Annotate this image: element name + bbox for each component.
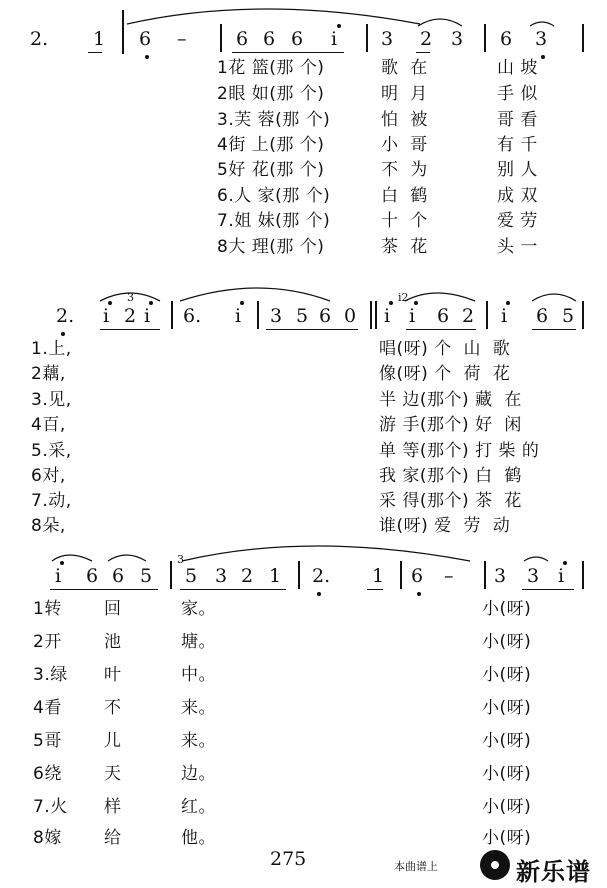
note: 6	[236, 28, 249, 50]
lyric-syllable: 来。	[181, 698, 216, 718]
note: 5	[185, 565, 198, 587]
barline	[484, 24, 486, 52]
note: i	[558, 565, 565, 587]
source-credit: 本曲谱上	[394, 860, 438, 873]
note: i	[103, 305, 110, 327]
lyric-col-b: 怕 被	[381, 110, 428, 130]
grace-note: 3	[177, 553, 184, 566]
underline	[100, 329, 160, 330]
note: 3	[270, 305, 283, 327]
barline	[582, 301, 584, 329]
lyric-start: 6对,	[31, 466, 66, 486]
lyric-syllable: 他。	[181, 828, 216, 848]
note: 2.	[312, 565, 331, 587]
lyric-col-b: 小 哥	[381, 135, 428, 155]
lyric-syllable: 1转	[33, 599, 62, 619]
lyric-col-a: 1花 篮(那 个)	[217, 58, 325, 78]
note: 2.	[56, 305, 75, 327]
lyric-col-c: 山 坡	[497, 58, 538, 78]
lyric-end: 游 手(那个) 好 闲	[379, 415, 522, 435]
underline	[522, 589, 574, 590]
lyric-start: 8朵,	[31, 516, 66, 536]
lyric-col-b: 不 为	[381, 160, 428, 180]
lyric-col-b: 白 鹤	[381, 186, 428, 206]
barline	[170, 561, 172, 589]
octave-dot	[61, 332, 65, 336]
note: 2	[420, 28, 433, 50]
octave-dot	[417, 592, 421, 596]
note: 5	[562, 305, 575, 327]
grace-note: i2	[398, 291, 409, 304]
barline	[582, 561, 584, 589]
octave-dot	[149, 301, 153, 305]
barline	[486, 301, 488, 329]
lyric-syllable: 小(呀)	[482, 764, 532, 784]
lyric-syllable: 来。	[181, 731, 216, 751]
note: 6	[86, 565, 99, 587]
lyric-end: 采 得(那个) 茶 花	[379, 491, 522, 511]
note: 3	[494, 565, 507, 587]
note: 6	[500, 28, 513, 50]
barline	[257, 301, 259, 329]
lyric-col-c: 有 千	[497, 135, 538, 155]
barline	[298, 561, 300, 589]
lyric-syllable: 8嫁	[33, 828, 62, 848]
note: 1	[269, 565, 282, 587]
barline	[220, 24, 222, 52]
octave-dot	[60, 561, 64, 565]
lyric-col-c: 哥 看	[497, 110, 538, 130]
lyric-syllable: 家。	[181, 599, 216, 619]
lyric-col-c: 成 双	[497, 186, 538, 206]
lyric-syllable: 小(呀)	[482, 731, 532, 751]
octave-dot	[317, 592, 321, 596]
barline	[370, 301, 372, 329]
lyric-start: 4百,	[31, 415, 66, 435]
lyric-col-a: 6.人 家(那 个)	[217, 186, 331, 206]
lyric-col-c: 爱 劳	[497, 211, 538, 231]
staff-2	[0, 291, 607, 345]
underline	[266, 329, 358, 330]
lyric-syllable: 儿	[104, 731, 122, 751]
barline	[366, 24, 368, 52]
note: 2	[241, 565, 254, 587]
note: 0	[344, 305, 357, 327]
lyric-col-a: 3.芙 蓉(那 个)	[217, 110, 331, 130]
lyric-end: 我 家(那个) 白 鹤	[379, 466, 522, 486]
lyric-start: 5.采,	[31, 441, 72, 461]
note: 6	[437, 305, 450, 327]
note: 6.	[183, 305, 202, 327]
note: –	[177, 28, 187, 50]
lyric-syllable: 样	[104, 797, 122, 817]
note: 5	[296, 305, 309, 327]
octave-dot	[563, 561, 567, 565]
underline	[88, 52, 102, 53]
note: 6	[411, 565, 424, 587]
note: 6	[291, 28, 304, 50]
lyric-col-a: 7.姐 妹(那 个)	[217, 211, 331, 231]
lyric-syllable: 回	[104, 599, 122, 619]
octave-dot	[541, 55, 545, 59]
underline	[50, 589, 158, 590]
site-logo	[476, 848, 606, 884]
octave-dot	[145, 55, 149, 59]
lyric-start: 3.见,	[31, 390, 72, 410]
lyric-col-b: 十 个	[381, 211, 428, 231]
lyric-end: 唱(呀) 个 山 歌	[379, 339, 511, 359]
note: 1	[372, 565, 385, 587]
note: i	[331, 28, 338, 50]
barline	[122, 10, 124, 54]
note: 3	[535, 28, 548, 50]
note: 1	[93, 28, 106, 50]
lyric-col-a: 8大 理(那 个)	[217, 237, 325, 257]
lyric-syllable: 塘。	[181, 632, 216, 652]
note: 3	[527, 565, 540, 587]
lyric-end: 单 等(那个) 打 柴 的	[379, 441, 540, 461]
lyric-syllable: 池	[104, 632, 122, 652]
lyric-syllable: 给	[104, 828, 122, 848]
note: i	[409, 305, 416, 327]
note: i	[384, 305, 391, 327]
note: i	[144, 305, 151, 327]
note: i	[501, 305, 508, 327]
lyric-syllable: 天	[104, 764, 122, 784]
lyric-col-b: 歌 在	[381, 58, 428, 78]
page-number: 275	[270, 848, 307, 870]
grace-note: 3	[127, 291, 134, 304]
barline	[484, 561, 486, 589]
lyric-syllable: 5哥	[33, 731, 62, 751]
lyric-col-c: 手 似	[497, 84, 538, 104]
lyric-col-a: 2眼 如(那 个)	[217, 84, 325, 104]
octave-dot	[389, 301, 393, 305]
octave-dot	[240, 301, 244, 305]
lyric-syllable: 小(呀)	[482, 828, 532, 848]
lyric-syllable: 中。	[181, 665, 216, 685]
lyric-col-a: 4街 上(那 个)	[217, 135, 325, 155]
octave-dot	[414, 301, 418, 305]
note: 3	[215, 565, 228, 587]
lyric-col-b: 明 月	[381, 84, 428, 104]
lyric-end: 谁(呀) 爱 劳 动	[379, 516, 511, 536]
barline	[582, 24, 584, 52]
lyric-syllable: 小(呀)	[482, 665, 532, 685]
lyric-syllable: 小(呀)	[482, 698, 532, 718]
lyric-syllable: 4看	[33, 698, 62, 718]
barline	[400, 561, 402, 589]
lyric-syllable: 3.绿	[33, 665, 68, 685]
octave-dot	[108, 301, 112, 305]
lyric-col-a: 5好 花(那 个)	[217, 160, 325, 180]
lyric-syllable: 叶	[104, 665, 122, 685]
note: 2.	[30, 28, 49, 50]
lyric-start: 2藕,	[31, 364, 66, 384]
lyric-col-c: 头 一	[497, 237, 538, 257]
lyric-end: 半 边(那个) 藏 在	[379, 390, 522, 410]
barline	[171, 301, 173, 329]
note: 2	[124, 305, 137, 327]
lyric-col-b: 茶 花	[381, 237, 428, 257]
lyric-start: 7.动,	[31, 491, 72, 511]
lyric-syllable: 6绕	[33, 764, 62, 784]
note: 6	[319, 305, 332, 327]
note: 3	[451, 28, 464, 50]
note: 3	[381, 28, 394, 50]
barline	[375, 301, 377, 329]
note: i	[55, 565, 62, 587]
note: 6	[112, 565, 125, 587]
logo-text: 新乐谱	[516, 858, 591, 886]
lyric-col-c: 别 人	[497, 160, 538, 180]
lyric-syllable: 小(呀)	[482, 599, 532, 619]
note: 6	[139, 28, 152, 50]
lyric-syllable: 7.火	[33, 797, 68, 817]
underline	[532, 329, 576, 330]
vinyl-disc-icon	[480, 850, 510, 880]
octave-dot	[506, 301, 510, 305]
lyric-syllable: 小(呀)	[482, 797, 532, 817]
lyric-syllable: 小(呀)	[482, 632, 532, 652]
note: 6	[536, 305, 549, 327]
note: 6	[263, 28, 276, 50]
underline	[406, 329, 476, 330]
lyric-syllable: 边。	[181, 764, 216, 784]
note: 2	[462, 305, 475, 327]
lyric-syllable: 红。	[181, 797, 216, 817]
note: 5	[140, 565, 153, 587]
underline	[232, 52, 344, 53]
lyric-start: 1.上,	[31, 339, 72, 359]
underline	[416, 52, 430, 53]
note: –	[444, 565, 454, 587]
lyric-syllable: 不	[104, 698, 122, 718]
underline	[180, 589, 286, 590]
note: i	[235, 305, 242, 327]
underline	[367, 589, 383, 590]
lyric-syllable: 2开	[33, 632, 62, 652]
octave-dot	[337, 24, 341, 28]
lyric-end: 像(呀) 个 荷 花	[379, 364, 511, 384]
